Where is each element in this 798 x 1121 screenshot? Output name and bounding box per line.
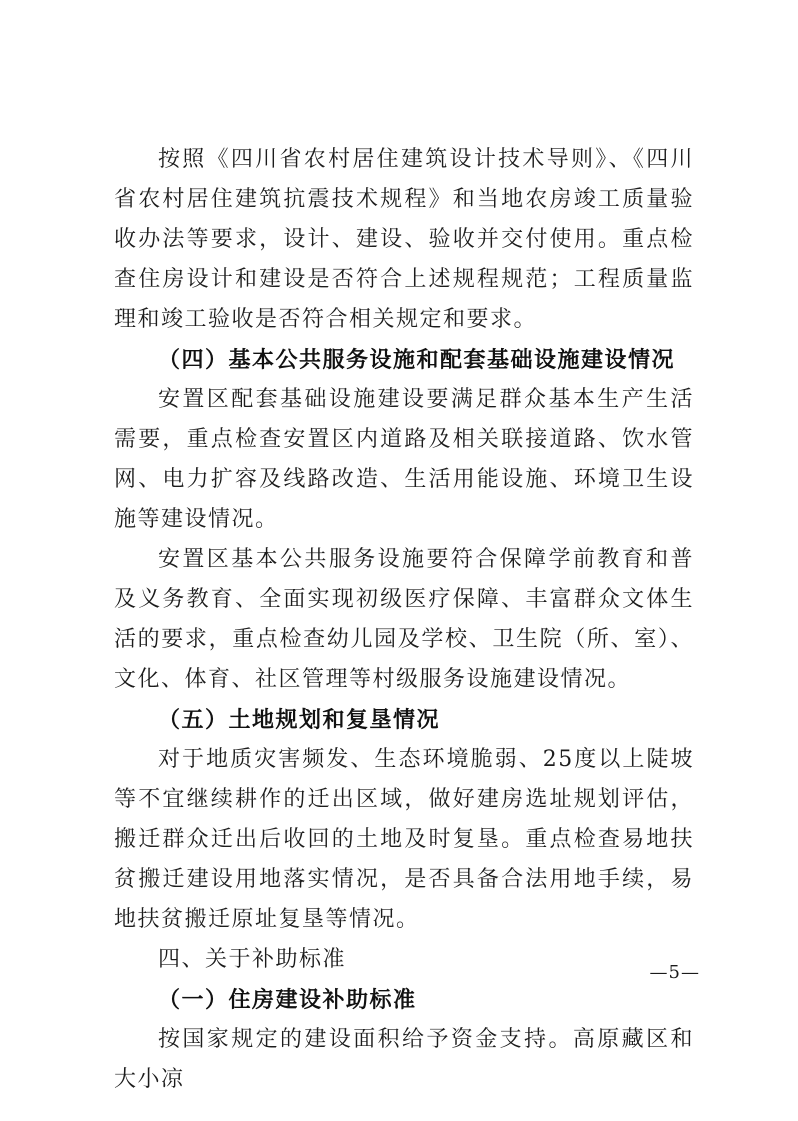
page-number: —5— xyxy=(649,962,700,983)
heading-land-planning: （五）土地规划和复垦情况 xyxy=(158,707,441,733)
heading-housing-subsidy: （一）住房建设补助标准 xyxy=(158,987,417,1013)
heading-public-service-facilities: （四）基本公共服务设施和配套基础设施建设情况 xyxy=(158,347,676,373)
paragraph-funding-support: 按国家规定的建设面积给予资金支持。高原藏区和大小凉 xyxy=(114,1027,694,1092)
heading-subsidy-standards: 四、关于补助标准 xyxy=(158,947,347,972)
paragraph-public-services: 安置区基本公共服务设施要符合保障学前教育和普及义务教育、全面实现初级医疗保障、丰富群众文体生活的要求，重点检查幼儿园及学校、卫生院（所、室）、文化、体育、社区管理等村级服务设施建设情况。 xyxy=(114,547,694,692)
paragraph-infrastructure: 安置区配套基础设施建设要满足群众基本生产生活需要，重点检查安置区内道路及相关联接道路、饮水管网、电力扩容及线路改造、生活用能设施、环境卫生设施等建设情况。 xyxy=(114,387,694,532)
document-body xyxy=(114,140,694,1100)
paragraph-housing-standards: 按照《四川省农村居住建筑设计技术导则》、《四川省农村居住建筑抗震技术规程》和当地农房竣工质量验收办法等要求，设计、建设、验收并交付使用。重点检查住房设计和建设是否符合上述规程规范；工程质量监理和竣工验收是否符合相关规定和要求。 xyxy=(114,147,694,332)
paragraph-land-reclamation: 对于地质灾害频发、生态环境脆弱、25度以上陡坡等不宜继续耕作的迁出区域，做好建房选址规划评估，搬迁群众迁出后收回的土地及时复垦。重点检查易地扶贫搬迁建设用地落实情况，是否具备合法用地手续，易地扶贫搬迁原址复垦等情况。 xyxy=(114,747,694,932)
